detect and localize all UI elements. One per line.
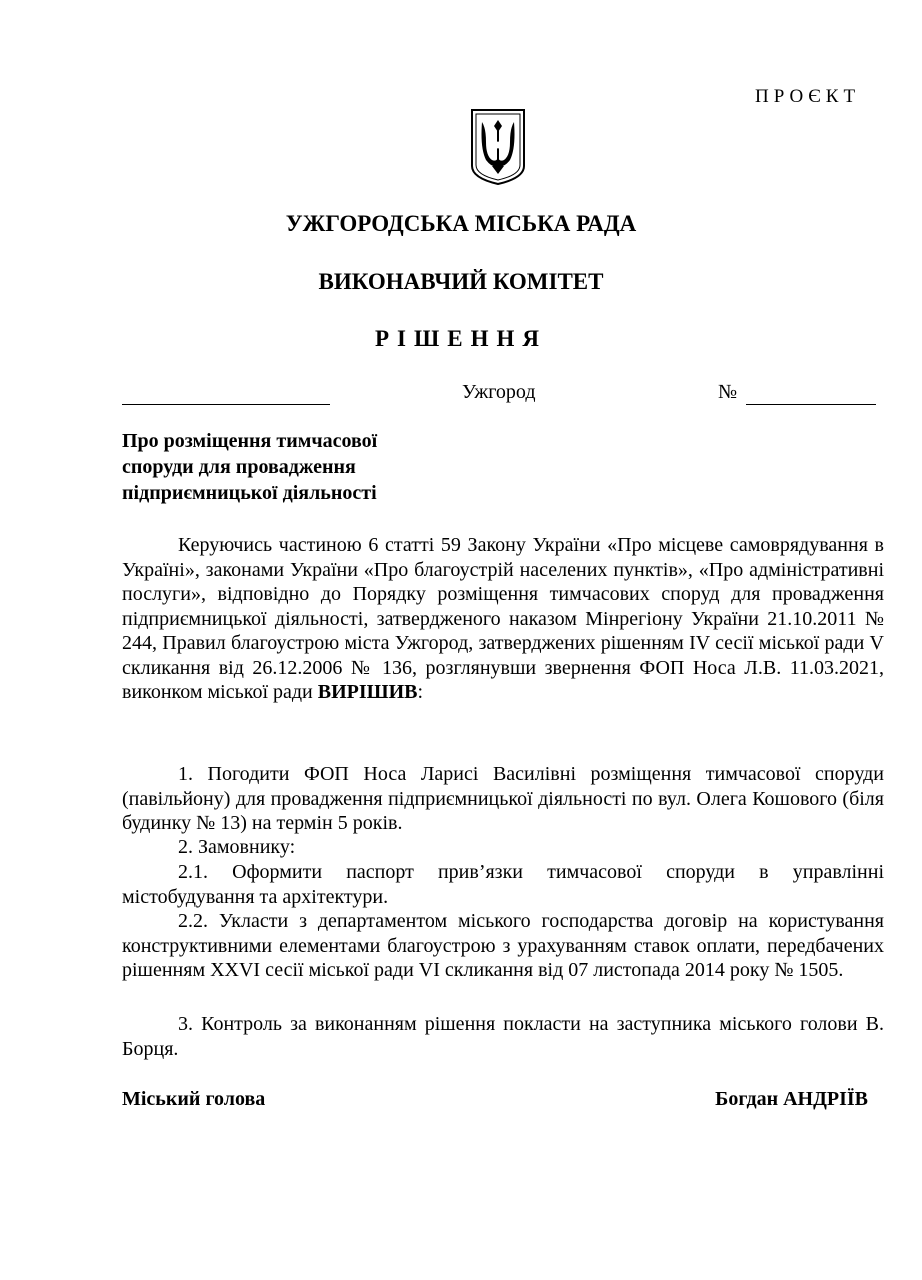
decision-title: РІШЕННЯ	[375, 326, 547, 351]
decision-item-2-2: 2.2. Укласти з департаментом міського господарства договір на користування конструктивними елементами благоустрою з урахуванням ставок оплати, передбачених рішенням XXVI сесії міської ради VI скликання від 07 листопада 2014 року № 1505.	[122, 910, 884, 981]
date-blank-line	[122, 403, 330, 405]
decision-subject	[122, 428, 452, 506]
preamble-text: Керуючись частиною 6 статті 59 Закону України «Про місцеве самоврядування в Україні», законами України «Про благоустрій населених пунктів», «Про адміністративні послуги», відповідно до Порядку розміщення тимчасових споруд для провадження підприємницької діяльності, затвердженого наказом Мінрегіону України 21.10.2011 № 244, Правил благоустрою міста Ужгород, затверджених рішенням IV сесії міської ради V скликання від 26.12.2006 № 136, розглянувши звернення ФОП Носа Л.В. 11.03.2021, виконком міської ради	[122, 534, 884, 703]
resolved-keyword: ВИРІШИВ	[317, 681, 418, 703]
executive-committee-heading: ВИКОНАВЧИЙ КОМІТЕТ	[318, 269, 604, 294]
subject-line: Про розміщення тимчасової	[122, 430, 378, 452]
decision-item-1: 1. Погодити ФОП Носа Ларисі Василівні розміщення тимчасової споруди (павільйону) для провадження підприємницької діяльності по вул. Олега Кошового (біля будинку № 13) на термін 5 років.	[122, 763, 884, 834]
number-blank-line	[746, 403, 876, 405]
preamble-paragraph	[122, 533, 884, 705]
signatory-name: Богдан АНДРІЇВ	[715, 1088, 868, 1110]
trident-coat-of-arms-icon	[470, 108, 526, 186]
subject-line: споруди для провадження	[122, 456, 356, 478]
decision-item-2: 2. Замовнику:	[178, 836, 296, 858]
decision-item-3: 3. Контроль за виконанням рішення покласти на заступника міського голови В. Борця.	[122, 1013, 884, 1060]
number-label: №	[718, 381, 738, 403]
city-council-heading: УЖГОРОДСЬКА МІСЬКА РАДА	[285, 211, 637, 236]
signatory-title: Міський голова	[122, 1088, 266, 1110]
city-label: Ужгород	[462, 381, 536, 403]
decision-item-2-1: 2.1. Оформити паспорт прив’язки тимчасової споруди в управлінні містобудування та архітектури.	[122, 861, 884, 908]
resolved-colon: :	[417, 681, 424, 703]
project-mark: ПРОЄКТ	[755, 86, 861, 107]
subject-line: підприємницької діяльності	[122, 482, 377, 504]
